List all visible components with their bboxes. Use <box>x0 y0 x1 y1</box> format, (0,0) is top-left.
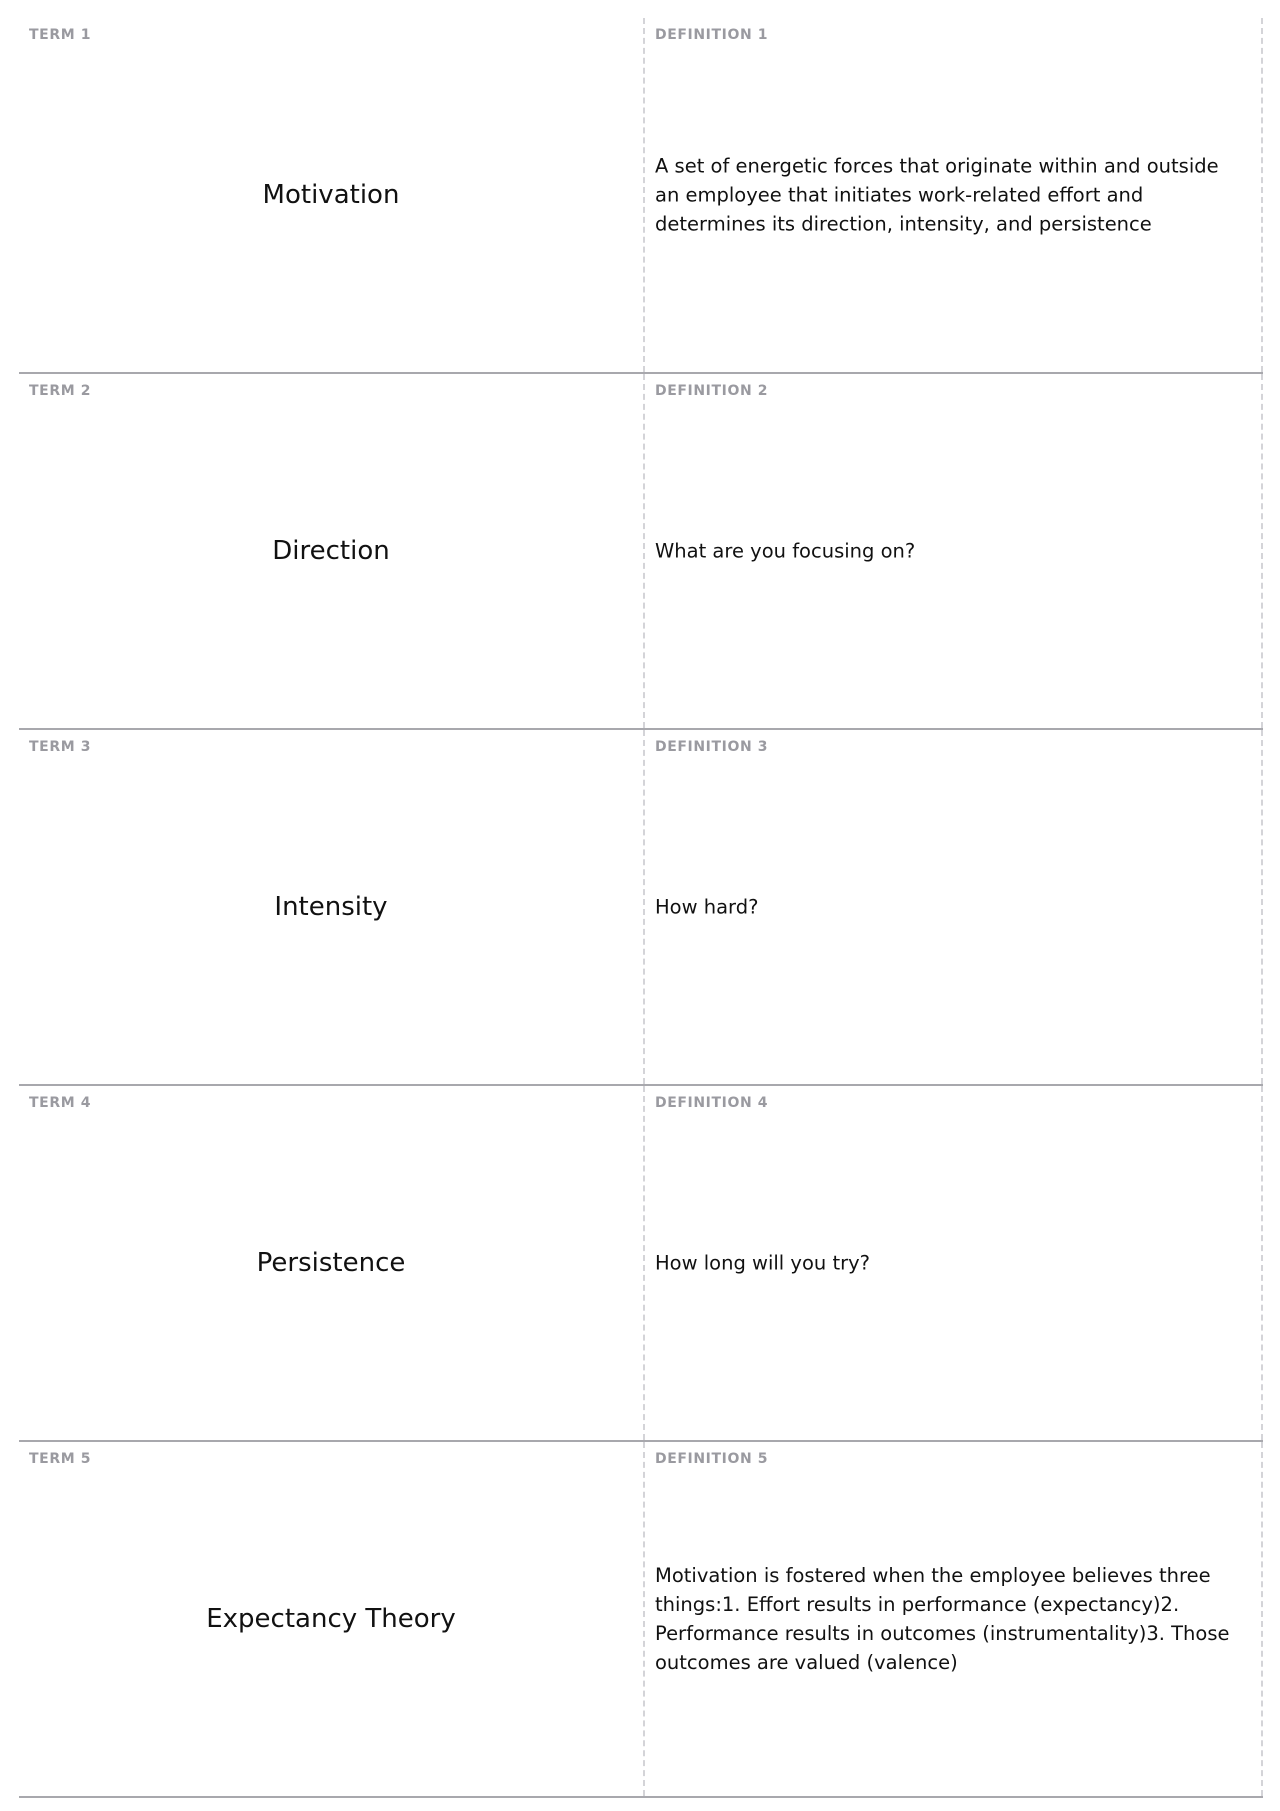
flashcard-table <box>19 18 1263 1798</box>
term-text: Intensity <box>274 892 388 922</box>
flashcard-row-5 <box>19 1442 1263 1798</box>
term-text: Persistence <box>256 1248 406 1278</box>
term-cell <box>19 730 643 1084</box>
term-text: Expectancy Theory <box>206 1604 456 1634</box>
term-label: TERM 4 <box>29 1095 92 1111</box>
term-cell <box>19 1086 643 1440</box>
definition-label: DEFINITION 5 <box>655 1451 769 1467</box>
definition-label: DEFINITION 4 <box>655 1095 769 1111</box>
term-cell <box>19 1442 643 1796</box>
term-label: TERM 3 <box>29 739 92 755</box>
flashcard-row-1 <box>19 18 1263 374</box>
definition-cell <box>643 1442 1263 1796</box>
term-text: Motivation <box>262 180 400 210</box>
definition-text: A set of energetic forces that originate within and outside an employee that initiates work-related effort and determines its direction, intensity, and persistence <box>655 154 1219 236</box>
flashcard-row-2 <box>19 374 1263 730</box>
flashcard-row-4 <box>19 1086 1263 1442</box>
definition-cell <box>643 18 1263 372</box>
flashcard-row-3 <box>19 730 1263 1086</box>
term-label: TERM 1 <box>29 27 92 43</box>
definition-cell <box>643 374 1263 728</box>
term-text: Direction <box>272 536 390 566</box>
definition-label: DEFINITION 3 <box>655 739 769 755</box>
definition-cell <box>643 730 1263 1084</box>
definition-text: What are you focusing on? <box>655 539 916 563</box>
term-label: TERM 5 <box>29 1451 92 1467</box>
definition-text: Motivation is fostered when the employee believes three things:1. Effort results in performance (expectancy)2. Performance results in outcomes (instrumentality)3. Those outcomes are valued (valence) <box>655 1564 1230 1674</box>
definition-label: DEFINITION 1 <box>655 27 769 43</box>
term-label: TERM 2 <box>29 383 92 399</box>
definition-cell <box>643 1086 1263 1440</box>
term-cell <box>19 18 643 372</box>
definition-text: How long will you try? <box>655 1251 871 1275</box>
definition-text: How hard? <box>655 895 759 919</box>
definition-label: DEFINITION 2 <box>655 383 769 399</box>
term-cell <box>19 374 643 728</box>
